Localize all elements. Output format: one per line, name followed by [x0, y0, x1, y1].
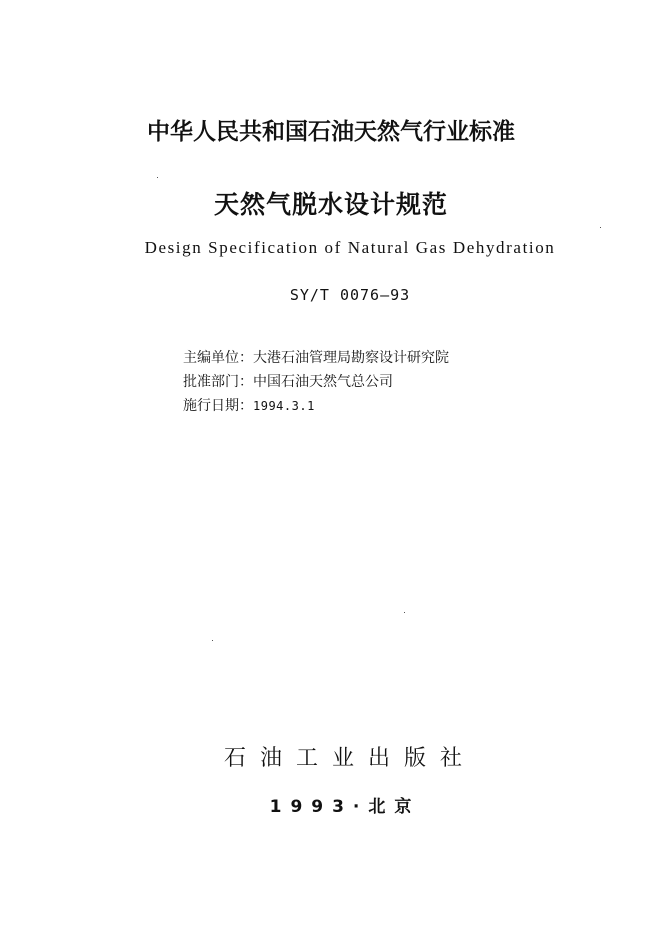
approver-value: 中国石油天然气总公司 [253, 374, 393, 390]
scan-speck [600, 227, 601, 228]
scan-speck [404, 612, 405, 613]
scan-speck [212, 640, 213, 641]
effective-date-value: 1994.3.1 [253, 399, 315, 413]
approver-row [183, 370, 449, 394]
approver-label: 批准部门： [183, 374, 253, 390]
effective-date-label: 施行日期： [183, 398, 253, 414]
effective-date-row [183, 394, 449, 418]
document-info-block [183, 346, 449, 418]
document-title-chinese: 天然气脱水设计规范 [213, 190, 448, 219]
editor-label: 主编单位： [183, 350, 253, 366]
publisher-name: 石油工业出版社 [223, 746, 476, 771]
document-title-english: Design Specification of Natural Gas Dehydration [144, 238, 556, 257]
standard-code: SY/T 0076—93 [289, 286, 411, 304]
scan-speck [157, 177, 158, 178]
editor-row [183, 346, 449, 370]
publication-year-city: 1993·北京 [269, 797, 421, 817]
editor-value: 大港石油管理局勘察设计研究院 [253, 350, 449, 366]
industry-standard-heading: 中华人民共和国石油天然气行业标准 [147, 119, 515, 145]
